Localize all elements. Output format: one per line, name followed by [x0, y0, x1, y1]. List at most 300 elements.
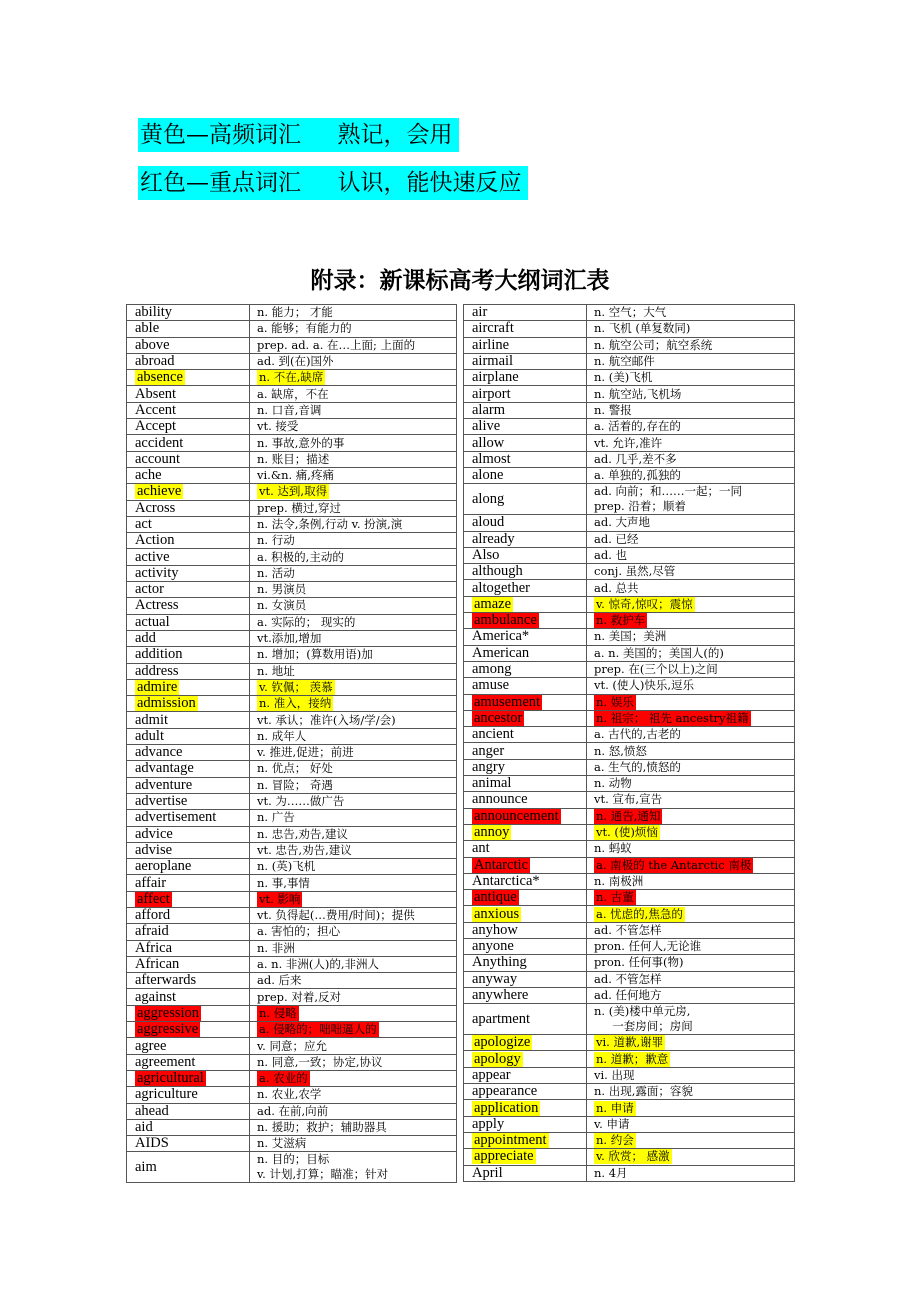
vocab-definition-cell	[587, 776, 795, 792]
vocab-word: appreciate	[474, 1148, 534, 1165]
vocab-definition: n. 航空邮件	[594, 354, 655, 369]
vocab-definition-cell	[587, 743, 795, 759]
vocab-word-cell	[127, 582, 250, 598]
vocab-row	[464, 467, 795, 483]
vocab-word: appearance	[472, 1083, 538, 1100]
vocab-definition: n. 女演员	[257, 598, 307, 613]
vocab-definition: vt. 承认；准许(入场/学/会)	[257, 712, 396, 727]
vocab-definition-cell	[250, 614, 457, 630]
vocab-definition-cell	[587, 824, 795, 840]
vocab-word: anger	[472, 742, 505, 759]
vocab-row	[464, 1084, 795, 1100]
vocab-definition: n. 成年人	[257, 728, 307, 743]
vocab-word: ache	[135, 467, 162, 484]
vocab-word-cell	[464, 678, 587, 694]
vocab-definition-cell	[250, 353, 457, 369]
vocab-word: Actress	[135, 597, 179, 614]
vocab-word: African	[135, 956, 180, 973]
vocab-word: ancestor	[474, 710, 523, 726]
vocab-definition: n. 航空站,飞机场	[594, 386, 682, 401]
vocab-definition: ad. 在前,向前	[257, 1103, 329, 1118]
vocab-definition: a. n. 非洲(人)的,非洲人	[257, 957, 380, 972]
vocab-row	[127, 565, 457, 581]
vocab-definition: prep. ad. a. 在…上面; 上面的	[257, 337, 416, 352]
vocab-definition: ad. 向前；和……一起；一同	[594, 484, 743, 499]
vocab-definition: ad. 已经	[594, 531, 639, 546]
vocab-definition: a. 积极的,主动的	[257, 549, 344, 564]
vocab-row	[464, 337, 795, 353]
vocab-word-cell	[464, 971, 587, 987]
vocab-word: absence	[137, 369, 183, 386]
vocab-row	[464, 694, 795, 710]
vocab-definition-cell	[250, 386, 457, 402]
vocab-word: achieve	[137, 483, 182, 500]
vocab-row	[464, 890, 795, 906]
vocab-row	[464, 531, 795, 547]
vocab-row	[464, 857, 795, 873]
vocab-word-cell	[127, 826, 250, 842]
vocab-definition: a. n. 美国的；美国人(的)	[594, 645, 724, 660]
vocab-definition: n. 祖宗； 祖先 ancestry祖籍	[596, 710, 749, 725]
vocab-row	[464, 792, 795, 808]
vocab-word: alive	[472, 418, 501, 435]
vocab-word: Antarctic	[474, 857, 528, 873]
vocab-word-cell	[127, 712, 250, 728]
vocab-row	[464, 824, 795, 840]
vocab-definition-cell	[250, 516, 457, 532]
vocab-row	[127, 484, 457, 500]
vocab-row	[127, 973, 457, 989]
vocab-definition-cell	[587, 792, 795, 808]
vocab-word-cell	[464, 370, 587, 386]
vocab-definition: a. 单独的,孤独的	[594, 468, 681, 483]
vocab-definition-cell	[250, 484, 457, 500]
vocab-row	[464, 402, 795, 418]
vocab-word: afterwards	[135, 972, 197, 989]
vocab-word: aeroplane	[135, 858, 192, 875]
vocab-definition: vt. 忠告,劝告,建议	[257, 842, 352, 857]
vocab-word-cell	[127, 305, 250, 321]
vocab-row	[127, 761, 457, 777]
vocab-definition: n. 冒险； 奇遇	[257, 777, 333, 792]
vocab-definition-cell	[587, 596, 795, 612]
vocab-row	[127, 696, 457, 712]
vocab-row	[127, 907, 457, 923]
vocab-row	[464, 305, 795, 321]
vocab-definition-cell	[587, 938, 795, 954]
vocab-row	[464, 710, 795, 726]
vocab-row	[127, 598, 457, 614]
vocab-word: admission	[137, 695, 196, 712]
vocab-definition-cell	[587, 580, 795, 596]
vocab-definition: a. 生气的,愤怒的	[594, 759, 681, 774]
vocab-word: aim	[135, 1158, 157, 1175]
vocab-word: AIDS	[135, 1135, 169, 1152]
vocab-definition-cell	[587, 955, 795, 971]
vocab-definition-cell	[587, 564, 795, 580]
vocab-definition-cell	[250, 598, 457, 614]
vocab-row	[127, 793, 457, 809]
vocab-row	[127, 435, 457, 451]
vocab-row	[127, 1103, 457, 1119]
vocab-definition: n. 艾滋病	[257, 1136, 307, 1151]
vocab-row	[464, 776, 795, 792]
vocab-definition-cell	[250, 696, 457, 712]
vocab-row	[464, 515, 795, 531]
vocab-definition: n. 援助；救护；辅助器具	[257, 1119, 387, 1134]
vocab-word-cell	[464, 1051, 587, 1067]
vocab-definition-cell	[587, 987, 795, 1003]
vocab-word-cell	[127, 370, 250, 386]
vocab-row	[127, 516, 457, 532]
vocab-definition-cell	[250, 793, 457, 809]
vocab-row	[127, 1038, 457, 1054]
vocab-definition-cell	[587, 484, 795, 515]
vocab-word: addition	[135, 646, 183, 663]
vocab-word: antique	[474, 889, 517, 906]
vocab-definition-cell	[587, 1035, 795, 1051]
vocab-row	[127, 419, 457, 435]
vocab-row	[464, 484, 795, 515]
vocab-row	[464, 873, 795, 889]
vocab-word-cell	[127, 1087, 250, 1103]
vocab-row	[127, 1119, 457, 1135]
vocab-word: agree	[135, 1037, 167, 1054]
vocab-definition: n. 优点； 好处	[257, 761, 333, 776]
vocab-definition: n. (美)飞机	[594, 370, 653, 385]
vocab-word-cell	[464, 337, 587, 353]
vocab-definition: vi. 出现	[594, 1067, 635, 1082]
vocab-row	[464, 386, 795, 402]
vocab-definition: conj. 虽然,尽管	[594, 564, 676, 579]
vocab-word: almost	[472, 451, 511, 467]
vocab-definition-cell	[250, 370, 457, 386]
vocab-row	[464, 1165, 795, 1181]
vocab-row	[127, 305, 457, 321]
vocab-definition: n. 救护车	[596, 613, 646, 628]
vocab-row	[127, 663, 457, 679]
vocab-word: afraid	[135, 923, 169, 940]
vocab-definition-cell	[587, 515, 795, 531]
vocab-row	[464, 353, 795, 369]
vocab-definition: a. 农业的	[259, 1071, 308, 1086]
vocab-definition-cell	[250, 728, 457, 744]
vocab-definition: a. 活着的,存在的	[594, 419, 681, 434]
vocab-word: advise	[135, 842, 173, 858]
vocab-row	[127, 1054, 457, 1070]
vocab-definition: n. 航空公司；航空系统	[594, 337, 713, 352]
vocab-row	[464, 922, 795, 938]
vocab-row	[127, 337, 457, 353]
vocab-definition-cell	[587, 890, 795, 906]
vocab-word: airplane	[472, 369, 519, 386]
vocab-word: adventure	[135, 777, 193, 793]
vocab-definition: n. 约会	[596, 1133, 634, 1148]
vocab-definition-cell	[250, 337, 457, 353]
vocab-row	[464, 1051, 795, 1067]
vocab-word-cell	[464, 661, 587, 677]
vocab-word-cell	[127, 859, 250, 875]
vocab-definition-cell	[587, 467, 795, 483]
vocab-row	[464, 547, 795, 563]
vocab-word: able	[135, 320, 160, 337]
vocab-definition-cell	[587, 435, 795, 451]
vocab-row	[464, 1004, 795, 1035]
vocab-word: Across	[135, 500, 176, 516]
vocab-word: ant	[472, 840, 490, 857]
vocab-definition-cell	[250, 777, 457, 793]
vocab-word-cell	[127, 500, 250, 516]
vocab-row	[127, 500, 457, 516]
vocab-definition-line2: v. 计划,打算；瞄准；针对	[257, 1167, 389, 1182]
vocab-word-cell	[464, 419, 587, 435]
vocab-word-cell	[464, 922, 587, 938]
vocab-definition: n. 南极洲	[594, 873, 644, 888]
vocab-definition-cell	[587, 337, 795, 353]
vocab-definition-cell	[587, 370, 795, 386]
vocab-definition: a. 忧虑的,焦急的	[596, 906, 683, 921]
vocab-word-cell	[464, 776, 587, 792]
vocab-word-cell	[464, 841, 587, 857]
vocab-definition-line2: prep. 沿着；顺着	[594, 499, 686, 514]
vocab-definition-cell	[250, 1087, 457, 1103]
vocab-word-cell	[464, 857, 587, 873]
vocab-row	[127, 745, 457, 761]
vocab-definition: vt. 接受	[257, 419, 299, 434]
vocab-word: active	[135, 548, 170, 565]
vocab-definition: ad. 任何地方	[594, 988, 662, 1003]
vocab-definition: n. 准入，接纳	[259, 696, 332, 711]
vocab-word: American	[472, 645, 530, 661]
vocab-definition: ad. 不管怎样	[594, 971, 662, 986]
vocab-word-cell	[127, 533, 250, 549]
legend-red: 红色—重点词汇 认识，能快速反应	[138, 166, 528, 200]
vocab-definition-cell	[587, 419, 795, 435]
vocab-word-cell	[464, 824, 587, 840]
vocab-word: allow	[472, 434, 505, 451]
vocab-word-cell	[127, 745, 250, 761]
vocab-row	[127, 859, 457, 875]
vocab-definition-cell	[250, 533, 457, 549]
vocab-definition-cell	[250, 402, 457, 418]
vocab-definition-cell	[587, 873, 795, 889]
vocab-definition-cell	[587, 1149, 795, 1165]
vocab-definition: ad. 几乎,差不多	[594, 451, 677, 466]
vocab-definition: n. 4月	[594, 1165, 628, 1180]
vocab-definition-cell	[587, 906, 795, 922]
vocab-word-cell	[464, 402, 587, 418]
vocab-definition-cell	[587, 402, 795, 418]
vocab-row	[464, 580, 795, 596]
vocab-word-cell	[127, 484, 250, 500]
vocab-row	[127, 826, 457, 842]
vocab-word-cell	[464, 808, 587, 824]
vocab-word-cell	[464, 710, 587, 726]
vocab-word: announcement	[474, 808, 559, 824]
vocab-definition-cell	[587, 971, 795, 987]
vocab-definition: n. (英)飞机	[257, 859, 316, 874]
vocab-row	[127, 679, 457, 695]
vocab-definition: vt. 宣布,宣告	[594, 792, 663, 807]
vocab-definition: n. 侵略	[259, 1005, 297, 1020]
vocab-definition-cell	[587, 531, 795, 547]
vocab-definition: n. (美)楼中单元房,	[594, 1004, 691, 1019]
vocab-word: announce	[472, 791, 528, 808]
vocab-word: ambulance	[474, 612, 537, 629]
vocab-definition: n. 出现,露面；容貌	[594, 1084, 693, 1099]
vocab-definition-cell	[250, 1005, 457, 1021]
vocab-definition-cell	[250, 712, 457, 728]
vocab-word: annoy	[474, 824, 510, 841]
vocab-row	[464, 1067, 795, 1083]
vocab-definition: n. 道歉；歉意	[596, 1051, 669, 1066]
vocab-word: apartment	[472, 1010, 530, 1027]
vocab-word-cell	[127, 321, 250, 337]
vocab-definition-cell	[250, 435, 457, 451]
vocab-word-cell	[127, 777, 250, 793]
vocab-word: Absent	[135, 385, 177, 402]
vocab-definition-cell	[587, 694, 795, 710]
vocab-definition-cell	[587, 1084, 795, 1100]
vocab-row	[464, 808, 795, 824]
vocab-word-cell	[464, 727, 587, 743]
vocab-word: account	[135, 451, 181, 467]
vocab-definition-cell	[587, 321, 795, 337]
vocab-word: afford	[135, 907, 171, 924]
vocab-definition-cell	[250, 973, 457, 989]
vocab-definition-cell	[250, 859, 457, 875]
vocab-definition: n. 账目；描述	[257, 451, 330, 466]
vocab-definition: a. 能够；有能力的	[257, 321, 352, 336]
vocab-row	[464, 1035, 795, 1051]
vocab-definition-cell	[250, 745, 457, 761]
vocab-word-cell	[464, 938, 587, 954]
vocab-word-cell	[464, 1035, 587, 1051]
vocab-definition-cell	[587, 678, 795, 694]
vocab-definition: n. 古董	[596, 890, 634, 905]
vocab-definition: v. 同意；应允	[257, 1038, 327, 1053]
vocab-word-cell	[127, 419, 250, 435]
vocab-word-cell	[127, 1070, 250, 1086]
vocab-definition: a. 南极的 the Antarctic 南极	[596, 857, 752, 872]
vocab-row	[464, 1132, 795, 1148]
vocab-definition-cell	[587, 710, 795, 726]
vocab-row	[464, 1100, 795, 1116]
vocab-word-cell	[127, 1119, 250, 1135]
vocab-definition: a. 害怕的；担心	[257, 924, 341, 939]
vocab-row	[464, 1149, 795, 1165]
vocab-word-cell	[464, 987, 587, 1003]
vocab-word: Africa	[135, 940, 173, 956]
vocab-row	[127, 1005, 457, 1021]
vocab-definition: n. 娱乐	[596, 694, 634, 709]
vocab-definition-cell	[250, 500, 457, 516]
vocab-row	[127, 630, 457, 646]
vocab-definition: v. 欣赏； 感激	[596, 1149, 670, 1164]
vocab-definition-cell	[587, 759, 795, 775]
vocab-word-cell	[127, 728, 250, 744]
vocab-word-cell	[464, 629, 587, 645]
vocab-definition-cell	[587, 1051, 795, 1067]
vocab-row	[127, 1087, 457, 1103]
vocab-word: application	[474, 1099, 539, 1116]
vocab-word-cell	[127, 1038, 250, 1054]
vocab-definition-cell	[250, 989, 457, 1005]
vocab-definition: n. 非洲	[257, 940, 295, 955]
vocab-row	[464, 678, 795, 694]
vocab-word: air	[472, 304, 488, 321]
vocab-row	[464, 759, 795, 775]
vocab-row	[127, 728, 457, 744]
vocab-row	[127, 712, 457, 728]
vocab-word-cell	[127, 614, 250, 630]
vocab-definition-cell	[250, 630, 457, 646]
vocab-word-cell	[127, 565, 250, 581]
vocab-definition-cell	[587, 353, 795, 369]
vocab-definition-cell	[587, 661, 795, 677]
vocab-word: admire	[137, 679, 178, 695]
vocab-definition-cell	[250, 1054, 457, 1070]
vocab-word-cell	[464, 580, 587, 596]
vocab-word: although	[472, 563, 523, 580]
vocab-row	[127, 1070, 457, 1086]
vocab-definition: n. 法令,条例,行动 v. 扮演,演	[257, 517, 403, 531]
vocab-definition: n. 口音,音调	[257, 402, 322, 417]
vocab-word-cell	[127, 435, 250, 451]
vocab-definition-cell	[587, 613, 795, 629]
vocab-definition: n. 增加；(算数用语)加	[257, 647, 373, 662]
vocab-row	[127, 582, 457, 598]
vocab-definition: ad. 总共	[594, 580, 639, 595]
vocab-word: alone	[472, 467, 504, 484]
vocab-word-cell	[127, 891, 250, 907]
vocab-row	[464, 955, 795, 971]
vocab-definition-cell	[250, 842, 457, 858]
vocab-definition-cell	[250, 1070, 457, 1086]
vocab-word-cell	[127, 793, 250, 809]
vocab-definition-cell	[250, 321, 457, 337]
vocab-definition-cell	[587, 547, 795, 563]
vocab-word-cell	[464, 386, 587, 402]
vocab-word: anywhere	[472, 987, 529, 1004]
vocab-definition: prep. 对着,反对	[257, 989, 341, 1004]
vocab-word: agriculture	[135, 1086, 198, 1103]
vocab-row	[127, 989, 457, 1005]
vocab-word: add	[135, 630, 156, 647]
vocab-word-cell	[464, 467, 587, 483]
vocab-definition: n. 动物	[594, 776, 632, 791]
vocab-word-cell	[464, 1100, 587, 1116]
vocab-definition: n. 地址	[257, 663, 295, 678]
vocab-word-cell	[127, 924, 250, 940]
vocab-definition: vt. 达到,取得	[259, 484, 328, 499]
vocab-word: aid	[135, 1119, 153, 1135]
vocab-word: airmail	[472, 353, 514, 370]
vocab-row	[127, 647, 457, 663]
vocab-word-cell	[127, 1022, 250, 1038]
vocab-row	[464, 435, 795, 451]
vocab-definition: ad. 大声地	[594, 515, 651, 530]
vocab-word: agricultural	[137, 1070, 204, 1087]
vocab-word: amuse	[472, 677, 510, 694]
vocab-row	[464, 645, 795, 661]
vocab-definition: n. 目的；目标	[257, 1152, 330, 1167]
vocab-definition-cell	[250, 891, 457, 907]
vocab-definition: vt. 为……做广告	[257, 794, 345, 809]
vocab-definition: v. 申请	[594, 1116, 630, 1131]
vocab-word: apology	[474, 1050, 521, 1067]
vocab-definition-cell	[587, 629, 795, 645]
